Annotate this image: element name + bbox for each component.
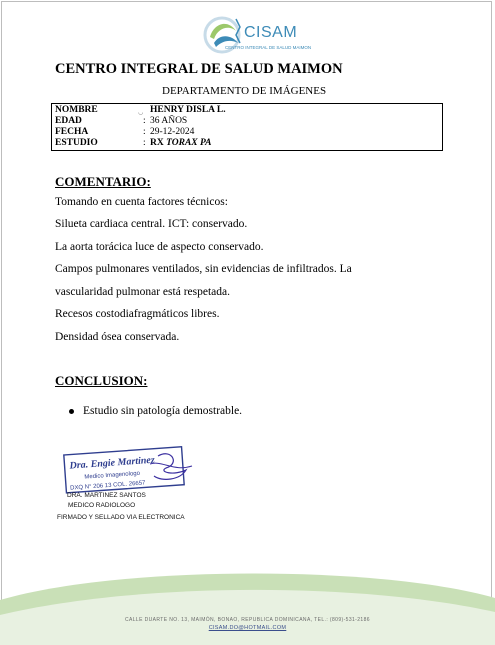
logo-subtitle: CENTRO INTEGRAL DE SALUD MAIMON <box>225 45 312 50</box>
comentario-heading: COMENTARIO: <box>55 174 151 189</box>
page-border <box>1 1 492 642</box>
comentario-line: Campos pulmonares ventilados, sin evidencias de infiltrados. La <box>55 263 352 275</box>
footer-address: CALLE DUARTE NO. 13, MAIMÓN, BONAO, REPUBLICA DOMINICANA, TEL.: (809)-531-2186 <box>125 617 370 623</box>
logo-text: CISAM <box>244 24 298 41</box>
study-label: ESTUDIO <box>55 138 98 148</box>
comentario-line: Silueta cardiaca central. ICT: conservado. <box>55 218 248 230</box>
study-value-italic: TORAX PA <box>166 138 212 148</box>
footer-email-text[interactable]: CISAM.DO@HOTMAIL.COM <box>208 625 287 631</box>
conclusion-heading: CONCLUSION: <box>55 373 148 388</box>
age-label: EDAD <box>55 116 82 126</box>
comentario-line: Tomando en cuenta factores técnicos: <box>55 196 228 208</box>
name-value: HENRY DISLA L. <box>150 105 226 115</box>
study-colon: : <box>143 138 146 148</box>
bullet-icon <box>69 409 74 414</box>
doctor-role: MEDICO RADIOLOGO <box>68 502 136 509</box>
stamp-role: Medico Imagenologo <box>84 470 141 481</box>
comentario-line: Densidad ósea conservada. <box>55 331 180 343</box>
signed-note: FIRMADO Y SELLADO VIA ELECTRONICA <box>57 514 185 521</box>
date-value: 29-12-2024 <box>150 127 195 137</box>
footer-email-link[interactable] <box>0 625 495 631</box>
small-mark-icon: ◡ <box>138 110 144 116</box>
patient-info-box <box>51 103 443 151</box>
study-value-plain: RX <box>150 138 167 148</box>
stamp-name: Dra. Engie Martinez <box>69 454 156 472</box>
page-title: CENTRO INTEGRAL DE SALUD MAIMON <box>55 61 343 77</box>
name-label: NOMBRE <box>55 105 98 115</box>
stamp-id: DXQ N° 206 13 COL. 26657 <box>69 480 146 492</box>
comentario-line: vascularidad pulmonar está respetada. <box>55 286 230 298</box>
comentario-line: La aorta torácica luce de aspecto conservado. <box>55 241 264 253</box>
conclusion-item-text: Estudio sin patología demostrable. <box>83 405 243 417</box>
footer-wave <box>0 560 495 645</box>
doctor-name: DRA. MARTINEZ SANTOS <box>67 492 146 499</box>
study-value <box>150 138 211 149</box>
age-value: 36 AÑOS <box>150 116 188 126</box>
comentario-line: Recesos costodiafragmáticos libres. <box>55 308 220 320</box>
age-colon: : <box>143 116 146 126</box>
date-colon: : <box>143 127 146 137</box>
date-label: FECHA <box>55 127 89 137</box>
department-label: DEPARTAMENTO DE IMÁGENES <box>162 85 327 97</box>
signature-stamp <box>62 446 198 494</box>
